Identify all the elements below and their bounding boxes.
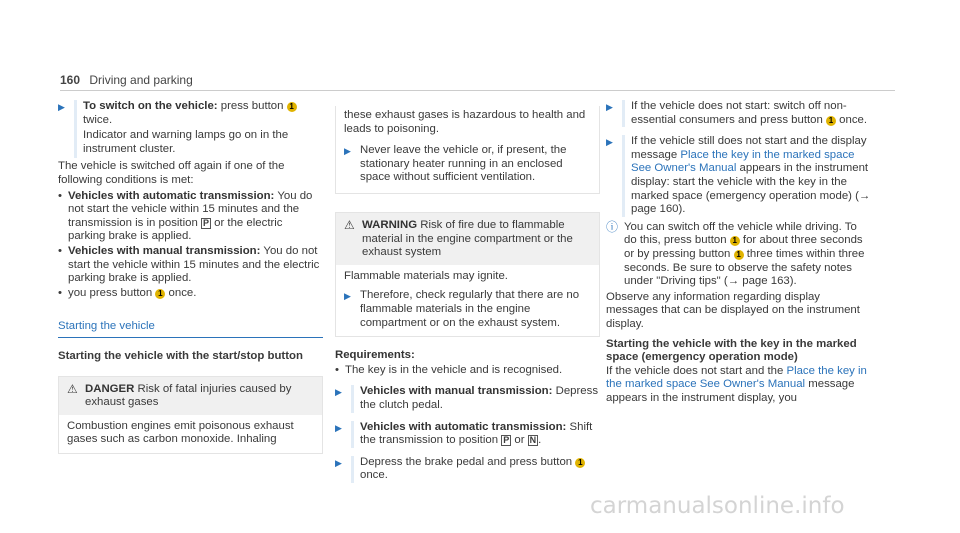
step-automatic: ▶ Vehicles with automatic transmission: Shift the transmission to position P or N . xyxy=(335,421,600,448)
danger-box: ⚠ DANGER Risk of fatal injuries caused by exhaust gases Combustion engines emit poisonous exhaust gases such as carbon monoxide. Inhaling xyxy=(58,376,323,454)
step-arrow-icon: ▶ xyxy=(335,422,342,433)
button-1-badge: 1 xyxy=(155,289,165,299)
header-rule xyxy=(60,90,895,91)
warning-box: ⚠ WARNING Risk of fire due to flammable material in the engine compartment or the exhaust system Flammable materials may ignite. ▶ Therefore, check regularly that there are no flammable materials in the engine compartment or on the exhaust system. xyxy=(335,212,600,337)
step-check: ▶ Therefore, check regularly that there are no flammable materials in the engine compartment or on the exhaust system. xyxy=(344,289,580,329)
section-title: Starting the vehicle xyxy=(58,320,323,338)
column-3 xyxy=(606,100,871,407)
step-not-start: ▶ If the vehicle does not start: switch off non-essential consumers and press button 1 once. xyxy=(606,100,871,127)
requirements-title: Requirements: xyxy=(335,349,415,362)
button-1-badge: 1 xyxy=(734,250,744,260)
page-ref-arrow-icon: → xyxy=(727,275,740,288)
step-arrow-icon: ▶ xyxy=(606,102,613,112)
list-item: • The key is in the vehicle and is recognised. xyxy=(335,363,563,376)
info-icon: ⓘ xyxy=(606,219,619,234)
page-ref-arrow-icon: → xyxy=(858,189,871,202)
step-arrow-icon: ▶ xyxy=(344,291,351,302)
display-message-text: Place the key in the marked space See Owner's Manual xyxy=(631,148,855,175)
indicator-text: Indicator and warning lamps go on in the instrument cluster. xyxy=(83,129,289,155)
subheading: Starting the vehicle with the start/stop button xyxy=(58,349,303,362)
position-n-key: N xyxy=(529,435,537,446)
page-header xyxy=(60,74,193,88)
position-p-key: P xyxy=(503,435,510,446)
button-1-badge: 1 xyxy=(575,458,585,468)
warning-triangle-icon: ⚠ xyxy=(67,381,78,396)
button-1-badge: 1 xyxy=(287,102,297,112)
observe-para: Observe any information regarding display messages that can be displayed on the instrument display. xyxy=(606,290,860,330)
step-arrow-icon: ▶ xyxy=(344,146,351,157)
step-still-not-start: ▶ If the vehicle still does not start and the display message Place the key in the marked space See Owner's Manual appears in the instrument display: start the vehicle with the key in the marked space (emergency operation mode) (→ page 160). xyxy=(606,135,871,216)
subheading: Starting the vehicle with the key in the marked space (emergency operation mode) xyxy=(606,337,857,364)
step-manual: ▶ Vehicles with manual transmission: Depress the clutch pedal. xyxy=(335,385,599,411)
display-message-text: Place the key in the marked space See Owner's Manual xyxy=(606,364,867,391)
list-item: • you press button 1 once. xyxy=(58,286,197,299)
last-para: If the vehicle does not start and the Place the key in the marked space See Owner's Manual message appears in the instrument display, you xyxy=(606,364,867,404)
danger-body: Combustion engines emit poisonous exhaust gases such as carbon monoxide. Inhaling xyxy=(67,419,294,446)
header-section: Driving and parking xyxy=(89,73,193,87)
step-switch-on: ▶ To switch on the vehicle: press button 1 twice. Indicator and warning lamps go on in the instrument cluster. xyxy=(58,100,323,158)
column-2 xyxy=(335,106,600,491)
page-number: 160 xyxy=(60,73,81,87)
step-brake: ▶ Depress the brake pedal and press button 1 once. xyxy=(335,456,600,483)
column-1 xyxy=(58,100,323,454)
button-1-badge: 1 xyxy=(730,236,740,246)
list-item: • Vehicles with manual transmission: You do not start the vehicle within 15 minutes and the electric parking brake is applied. xyxy=(58,244,320,285)
step-arrow-icon: ▶ xyxy=(335,387,342,398)
list-item: • Vehicles with automatic transmission: You do not start the vehicle within 15 minutes and the transmission is in position P or the electric parking brake is applied. xyxy=(58,189,313,243)
warning-triangle-icon: ⚠ xyxy=(344,217,355,232)
info-note: ⓘ You can switch off the vehicle while driving. To do this, press button 1 for about three seconds or by pressing button 1 three times within three seconds. Be sure to observe the safety notes under "Driving tips" (→ page 163). xyxy=(606,219,865,288)
danger-box-continued: these exhaust gases is hazardous to health and leads to poisoning. ▶ Never leave the vehicle or, if present, the stationary heater running in an enclosed space without sufficient ventilation. xyxy=(335,106,600,194)
page-ref-160[interactable]: page 160). xyxy=(631,203,686,216)
button-1-badge: 1 xyxy=(826,116,836,126)
page-ref-163[interactable]: page 163). xyxy=(739,275,797,288)
step-never-leave: ▶ Never leave the vehicle or, if present, the stationary heater running in an enclosed space without sufficient ventilation. xyxy=(344,144,567,184)
position-p-key: P xyxy=(202,217,209,228)
watermark: carmanualsonline.info xyxy=(590,493,845,519)
conditions-para: The vehicle is switched off again if one of the following conditions is met: xyxy=(58,160,285,186)
step-arrow-icon: ▶ xyxy=(606,137,613,148)
step-arrow-icon: ▶ xyxy=(58,102,65,112)
step-arrow-icon: ▶ xyxy=(335,457,342,468)
